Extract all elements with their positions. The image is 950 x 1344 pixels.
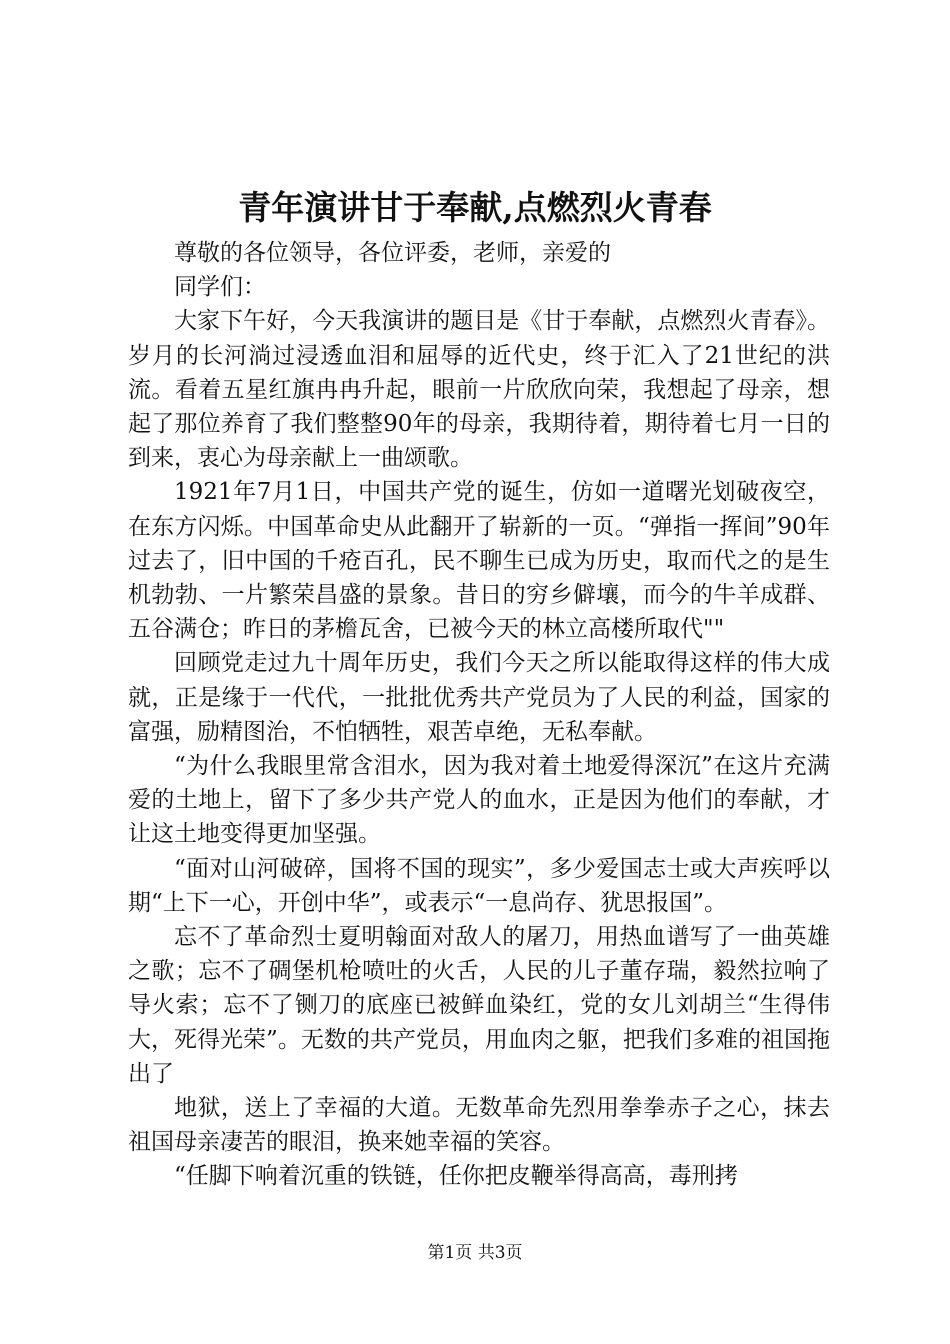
document-title: 青年演讲甘于奉献,点燃烈火青春: [238, 188, 712, 227]
page-footer: 第1页 共3页: [427, 1243, 523, 1263]
paragraph: 地狱，送上了幸福的大道。无数革命先烈用拳拳赤子之心，抹去祖国母亲凄苦的眼泪，换来她幸福的笑容。: [128, 1095, 830, 1156]
paragraph: 大家下午好，今天我演讲的题目是《甘于奉献，点燃烈火青春》。岁月的长河淌过浸透血泪和屈辱的近代史，终于汇入了21世纪的洪流。看着五星红旗冉冉升起，眼前一片欣欣向荣，我想起了母亲，想起了那位养育了我们整整90年的母亲，我期待着，期待着七月一日的到来，衷心为母亲献上一曲颂歌。: [128, 308, 830, 472]
salutation-line-2: 同学们：: [174, 274, 266, 301]
paragraph: 忘不了革命烈士夏明翰面对敌人的屠刀，用热血谱写了一曲英雄之歌；忘不了碉堡机枪喷吐的火舌，人民的儿子董存瑞，毅然拉响了导火索；忘不了铡刀的底座已被鲜血染红，党的女儿刘胡兰“生得伟大，死得光荣”。无数的共产党员，用血肉之躯，把我们多难的祖国拖出了: [128, 924, 830, 1087]
paragraph: “面对山河破碎，国将不国的现实”，多少爱国志士或大声疾呼以期“上下一心，开创中华”，或表示“一息尚存、犹思报国”。: [128, 855, 830, 916]
salutation-line-1: 尊敬的各位领导，各位评委，老师，亲爱的: [174, 240, 611, 266]
paragraph: “为什么我眼里常含泪水，因为我对着土地爱得深沉”在这片充满爱的土地上，留下了多少共产党人的血水，正是因为他们的奉献，才让这土地变得更加坚强。: [128, 753, 830, 848]
paragraph: “任脚下响着沉重的铁链，任你把皮鞭举得高高，毒刑拷: [174, 1163, 738, 1190]
paragraph: 1921年7月1日，中国共产党的诞生，仿如一道曙光划破夜空，在东方闪烁。中国革命史从此翻开了崭新的一页。“弹指一挥间”90年过去了，旧中国的千疮百孔，民不聊生已成为历史，取而代之的是生机勃勃、一片繁荣昌盛的景象。昔日的穷乡僻壤，而今的牛羊成群、五谷满仓；昨日的茅檐瓦舍，已被今天的林立高楼所取代"": [128, 479, 830, 643]
document-body: [128, 236, 830, 1194]
paragraph: 回顾党走过九十周年历史，我们今天之所以能取得这样的伟大成就，正是缘于一代代，一批批优秀共产党员为了人民的利益，国家的富强，励精图治，不怕牺牲，艰苦卓绝，无私奉献。: [128, 650, 830, 745]
